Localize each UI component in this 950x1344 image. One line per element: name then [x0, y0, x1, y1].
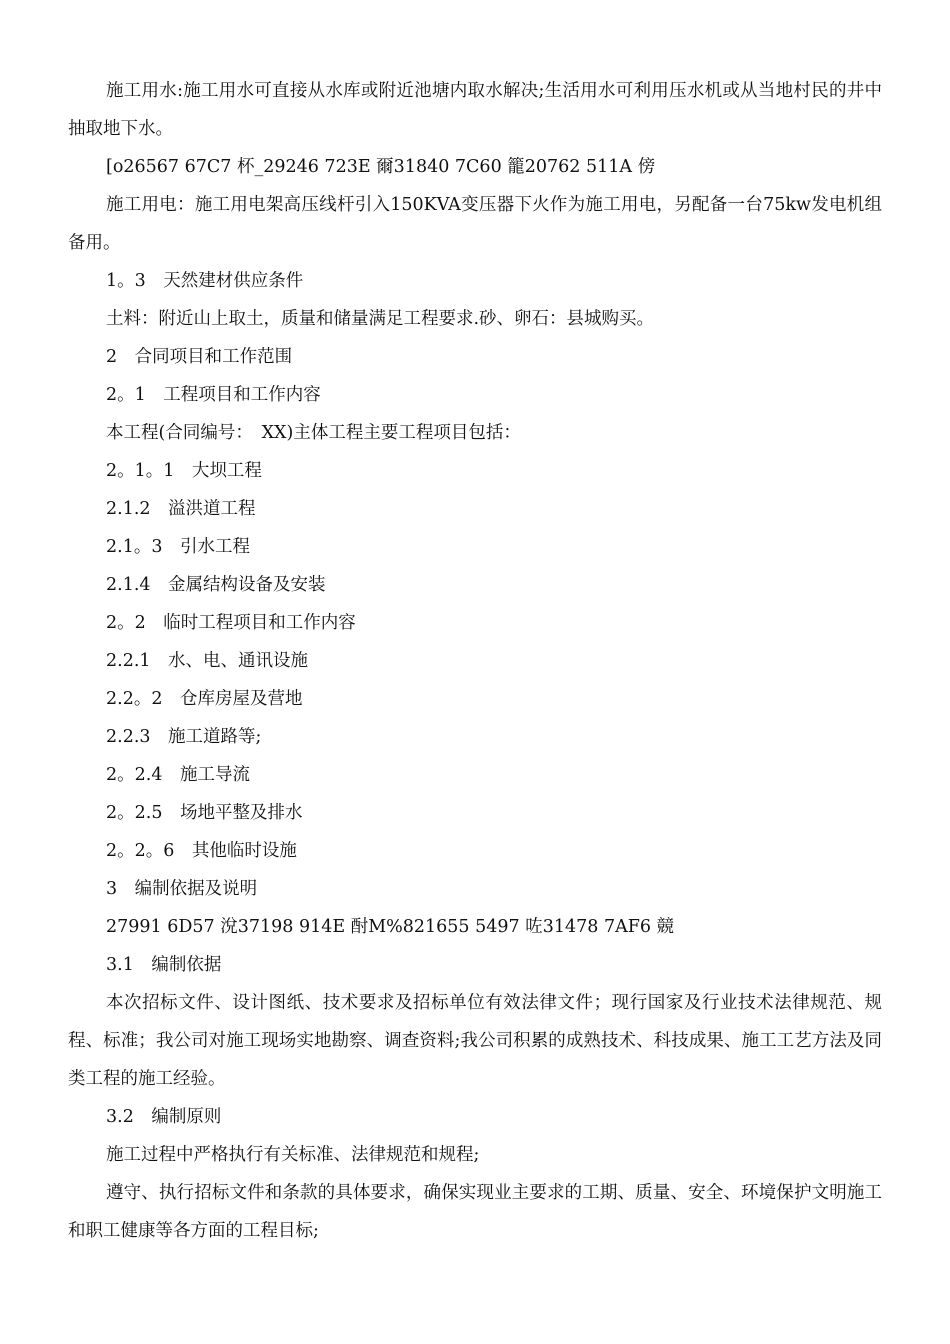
paragraph: 3 编制依据及说明 — [106, 879, 258, 899]
paragraph: 本工程(合同编号： XX)主体工程主要工程项目包括： — [106, 423, 521, 443]
paragraph: 2。2。6 其他临时设施 — [106, 841, 297, 861]
paragraph: 2.1。3 引水工程 — [106, 537, 250, 557]
paragraph: 遵守、执行招标文件和条款的具体要求，确保实现业主要求的工期、质量、安全、环境保护文明施工和职工健康等各方面的工程目标; — [68, 1183, 882, 1241]
paragraph: 2.2。2 仓库房屋及营地 — [106, 689, 303, 709]
paragraph: 2。2 临时工程项目和工作内容 — [106, 613, 356, 633]
paragraph: 3.2 编制原则 — [106, 1107, 222, 1127]
paragraph: 27991 6D57 涗37198 914E 酎M%821655 5497 咗31478 7AF6 競 — [106, 917, 675, 937]
paragraph: [o26567 67C7 杯_29246 723E 爾31840 7C60 籠20762 511A 傍 — [106, 157, 656, 177]
paragraph: 土料：附近山上取土，质量和储量满足工程要求.砂、卵石：县城购买。 — [106, 309, 655, 329]
paragraph: 1。3 天然建材供应条件 — [106, 271, 304, 291]
paragraph: 2.2.1 水、电、通讯设施 — [106, 651, 309, 671]
paragraph: 2。1。1 大坝工程 — [106, 461, 262, 481]
paragraph: 2。2.5 场地平整及排水 — [106, 803, 303, 823]
paragraph: 施工用电：施工用电架高压线杆引入150KVA变压器下火作为施工用电，另配备一台75kw发电机组备用。 — [68, 195, 882, 253]
paragraph: 施工用水:施工用水可直接从水库或附近池塘内取水解决;生活用水可利用压水机或从当地村民的井中抽取地下水。 — [68, 81, 882, 139]
document-body — [68, 72, 882, 1250]
paragraph: 2.1.4 金属结构设备及安装 — [106, 575, 326, 595]
paragraph: 2.2.3 施工道路等; — [106, 727, 262, 747]
paragraph: 3.1 编制依据 — [106, 955, 222, 975]
paragraph: 2 合同项目和工作范围 — [106, 347, 293, 367]
paragraph: 2。2.4 施工导流 — [106, 765, 250, 785]
paragraph: 2。1 工程项目和工作内容 — [106, 385, 321, 405]
paragraph: 2.1.2 溢洪道工程 — [106, 499, 256, 519]
paragraph: 本次招标文件、设计图纸、技术要求及招标单位有效法律文件；现行国家及行业技术法律规范、规程、标准；我公司对施工现场实地勘察、调查资料;我公司积累的成熟技术、科技成果、施工工艺方法及同类工程的施工经验。 — [68, 993, 882, 1089]
paragraph: 施工过程中严格执行有关标准、法律规范和规程; — [106, 1145, 480, 1165]
